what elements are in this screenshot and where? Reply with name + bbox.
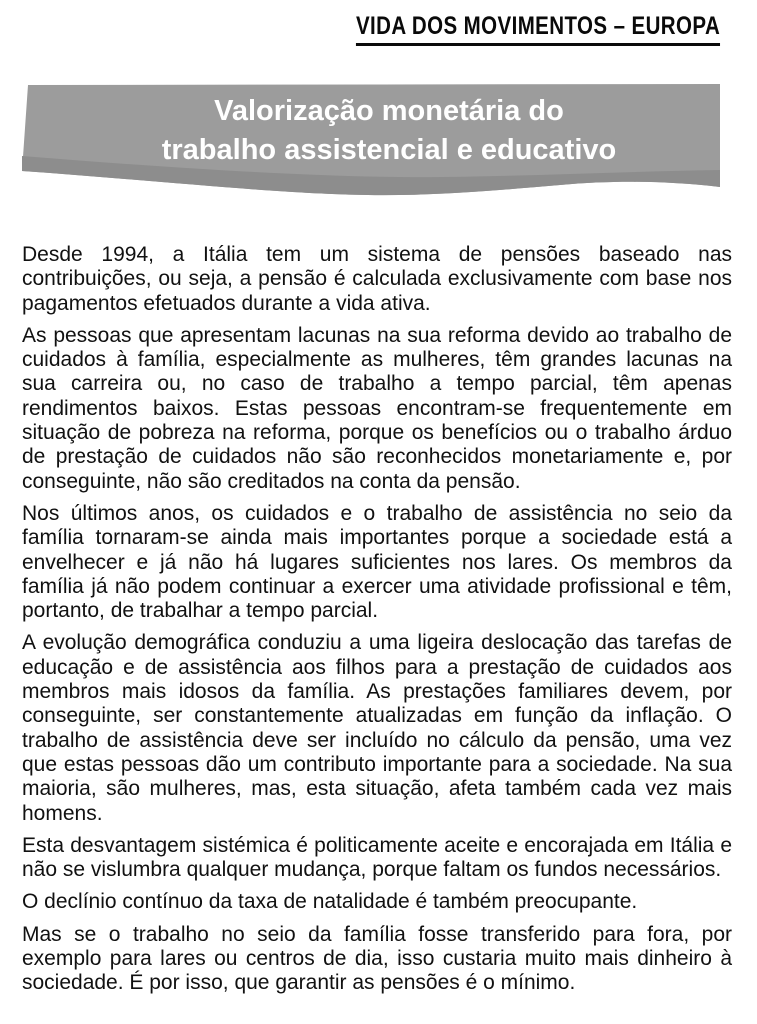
paragraph: Esta desvantagem sistémica é politicamente aceite e encorajada em Itália e não se vislumbra qualquer mudança, porque faltam os fundos necessários. [22,833,732,882]
article-title-line1: Valorização monetária do [214,95,564,127]
paragraph: As pessoas que apresentam lacunas na sua reforma devido ao trabalho de cuidados à família, especialmente as mulheres, têm grandes lacunas na sua carreira ou, no caso de trabalho a tempo parcial, têm apenas rendimentos baixos. Estas pessoas encontram-se frequentemente em situação de pobreza na reforma, porque os benefícios ou o trabalho árduo de prestação de cuidados não são reconhecidos monetariamente e, por conseguinte, não são creditados na conta da pensão. [22,323,732,493]
title-banner [20,84,720,204]
paragraph: A evolução demográfica conduziu a uma ligeira deslocação das tarefas de educação e de assistência aos filhos para a prestação de cuidados aos membros mais idosos da família. As prestações familiares devem, por conseguinte, ser constantemente atualizadas em função da inflação. O trabalho de assistência deve ser incluído no cálculo da pensão, uma vez que estas pessoas dão um contributo importante para a sociedade. Na sua maioria, são mulheres, mas, esta situação, afeta também cada vez mais homens. [22,631,732,825]
article-title [39,92,739,170]
paragraph: Nos últimos anos, os cuidados e o trabalho de assistência no seio da família tornaram-se ainda mais importantes porque a sociedade está a envelhecer e já não há lugares suficientes nos lares. Os membros da família já não podem continuar a exercer uma atividade profissional e têm, portanto, de trabalhar a tempo parcial. [22,501,732,623]
newsletter-title: VIDA DOS MOVIMENTOS – EUROPA [356,12,720,46]
article-title-line2: trabalho assistencial e educativo [161,134,617,166]
paragraph: Desde 1994, a Itália tem um sistema de pensões baseado nas contribuições, ou seja, a pensão é calculada exclusivamente com base nos pagamentos efetuados durante a vida ativa. [22,243,732,315]
paragraph: Mas se o trabalho no seio da família fosse transferido para fora, por exemplo para lares ou centros de dia, isso custaria muito mais dinheiro à sociedade. É por isso, que garantir as pensões é o mínimo. [22,922,732,995]
paragraph: O declínio contínuo da taxa de natalidade é também preocupante. [22,890,638,914]
masthead [276,12,720,46]
article-body [22,243,732,1004]
